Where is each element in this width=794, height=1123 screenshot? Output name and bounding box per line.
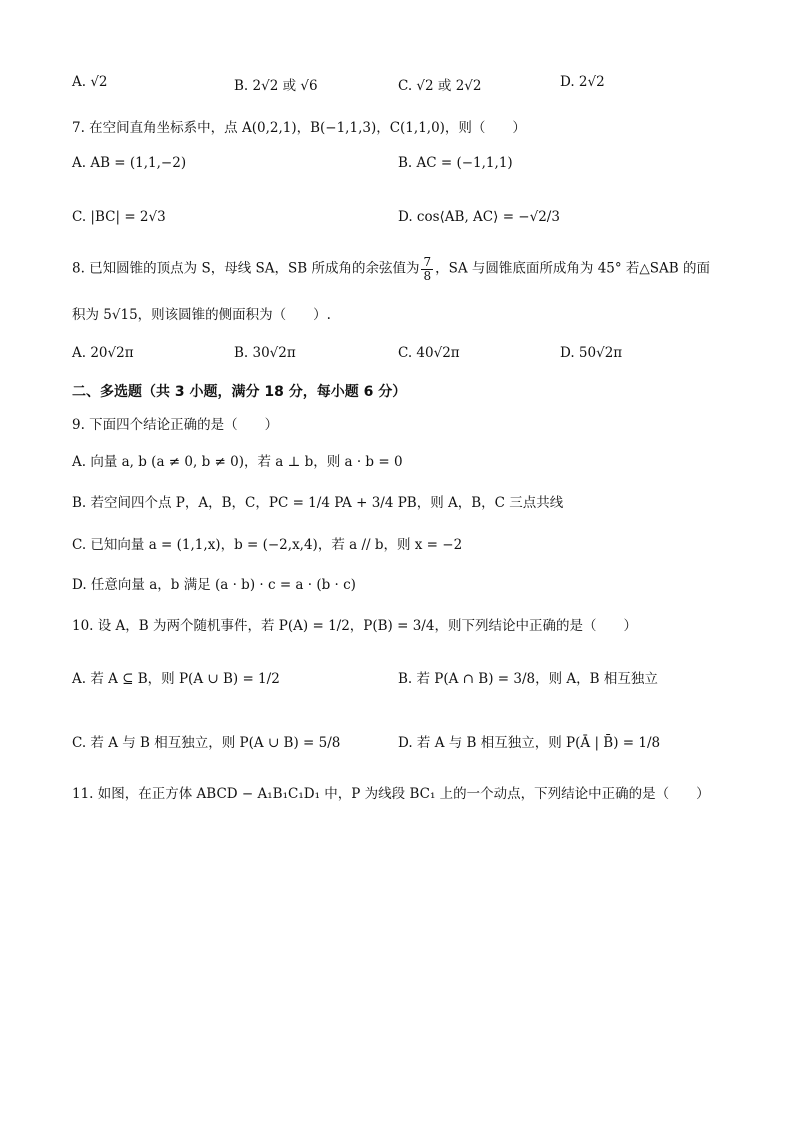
q10-stem: 10. 设 A，B 为两个随机事件，若 P(A) = 1/2，P(B) = 3/4，则下列结论中正确的是（ ） xyxy=(72,618,637,634)
q7-option-d: D. cos⟨AB, AC⟩ = −√2/3 xyxy=(398,209,560,225)
q9-stem: 9. 下面四个结论正确的是（ ） xyxy=(72,417,279,433)
q7-stem: 7. 在空间直角坐标系中，点 A(0,2,1)，B(−1,1,3)，C(1,1,0)，则（ ） xyxy=(72,120,526,136)
q6-option-b: B. 2√2 或 √6 xyxy=(234,78,318,94)
q8-stem-line2: 积为 5√15，则该圆锥的侧面积为（ ）. xyxy=(72,307,331,323)
q8-option-b: B. 30√2π xyxy=(234,345,296,361)
section-heading-multiple-choice: 二、多选题（共 3 小题，满分 18 分，每小题 6 分） xyxy=(72,384,407,400)
q10-option-a: A. 若 A ⊆ B，则 P(A ∪ B) = 1/2 xyxy=(72,671,280,687)
q9-option-a: A. 向量 a, b (a ≠ 0, b ≠ 0)，若 a ⊥ b，则 a · b = 0 xyxy=(72,454,403,470)
q8-option-a: A. 20√2π xyxy=(72,345,134,361)
q6-option-a: A. √2 xyxy=(72,74,108,90)
q7-option-b: B. AC = (−1,1,1) xyxy=(398,155,513,171)
q9-option-c: C. 已知向量 a = (1,1,x)，b = (−2,x,4)，若 a // b，则 x = −2 xyxy=(72,537,463,553)
q8-stem-line1-post: ，SA 与圆锥底面所成角为 45° 若△SAB 的面 xyxy=(435,260,711,277)
q8-fraction xyxy=(421,256,433,282)
q8-stem-line1 xyxy=(72,256,734,282)
q6-option-c: C. √2 或 2√2 xyxy=(398,78,482,94)
q9-option-d: D. 任意向量 a，b 满足 (a · b) · c = a · (b · c) xyxy=(72,577,356,593)
q10-option-c: C. 若 A 与 B 相互独立，则 P(A ∪ B) = 5/8 xyxy=(72,735,341,751)
q10-option-d: D. 若 A 与 B 相互独立，则 P(Ā | B̄) = 1/8 xyxy=(398,735,661,751)
q9-option-b: B. 若空间四个点 P，A，B，C，PC = 1/4 PA + 3/4 PB，则 A，B，C 三点共线 xyxy=(72,495,564,511)
q6-option-d: D. 2√2 xyxy=(560,74,605,90)
q11-stem: 11. 如图，在正方体 ABCD − A₁B₁C₁D₁ 中，P 为线段 BC₁ 上的一个动点，下列结论中正确的是（ ） xyxy=(72,786,710,802)
q8-stem-line1-pre: 8. 已知圆锥的顶点为 S，母线 SA，SB 所成角的余弦值为 xyxy=(72,260,420,277)
q8-fraction-numerator: 7 xyxy=(423,255,432,269)
q8-option-d: D. 50√2π xyxy=(560,345,623,361)
q8-option-c: C. 40√2π xyxy=(398,345,460,361)
q7-option-a: A. AB = (1,1,−2) xyxy=(72,155,187,171)
q10-option-b: B. 若 P(A ∩ B) = 3/8，则 A，B 相互独立 xyxy=(398,671,658,687)
q7-option-c: C. |BC| = 2√3 xyxy=(72,209,166,225)
q8-fraction-denominator: 8 xyxy=(423,268,432,283)
